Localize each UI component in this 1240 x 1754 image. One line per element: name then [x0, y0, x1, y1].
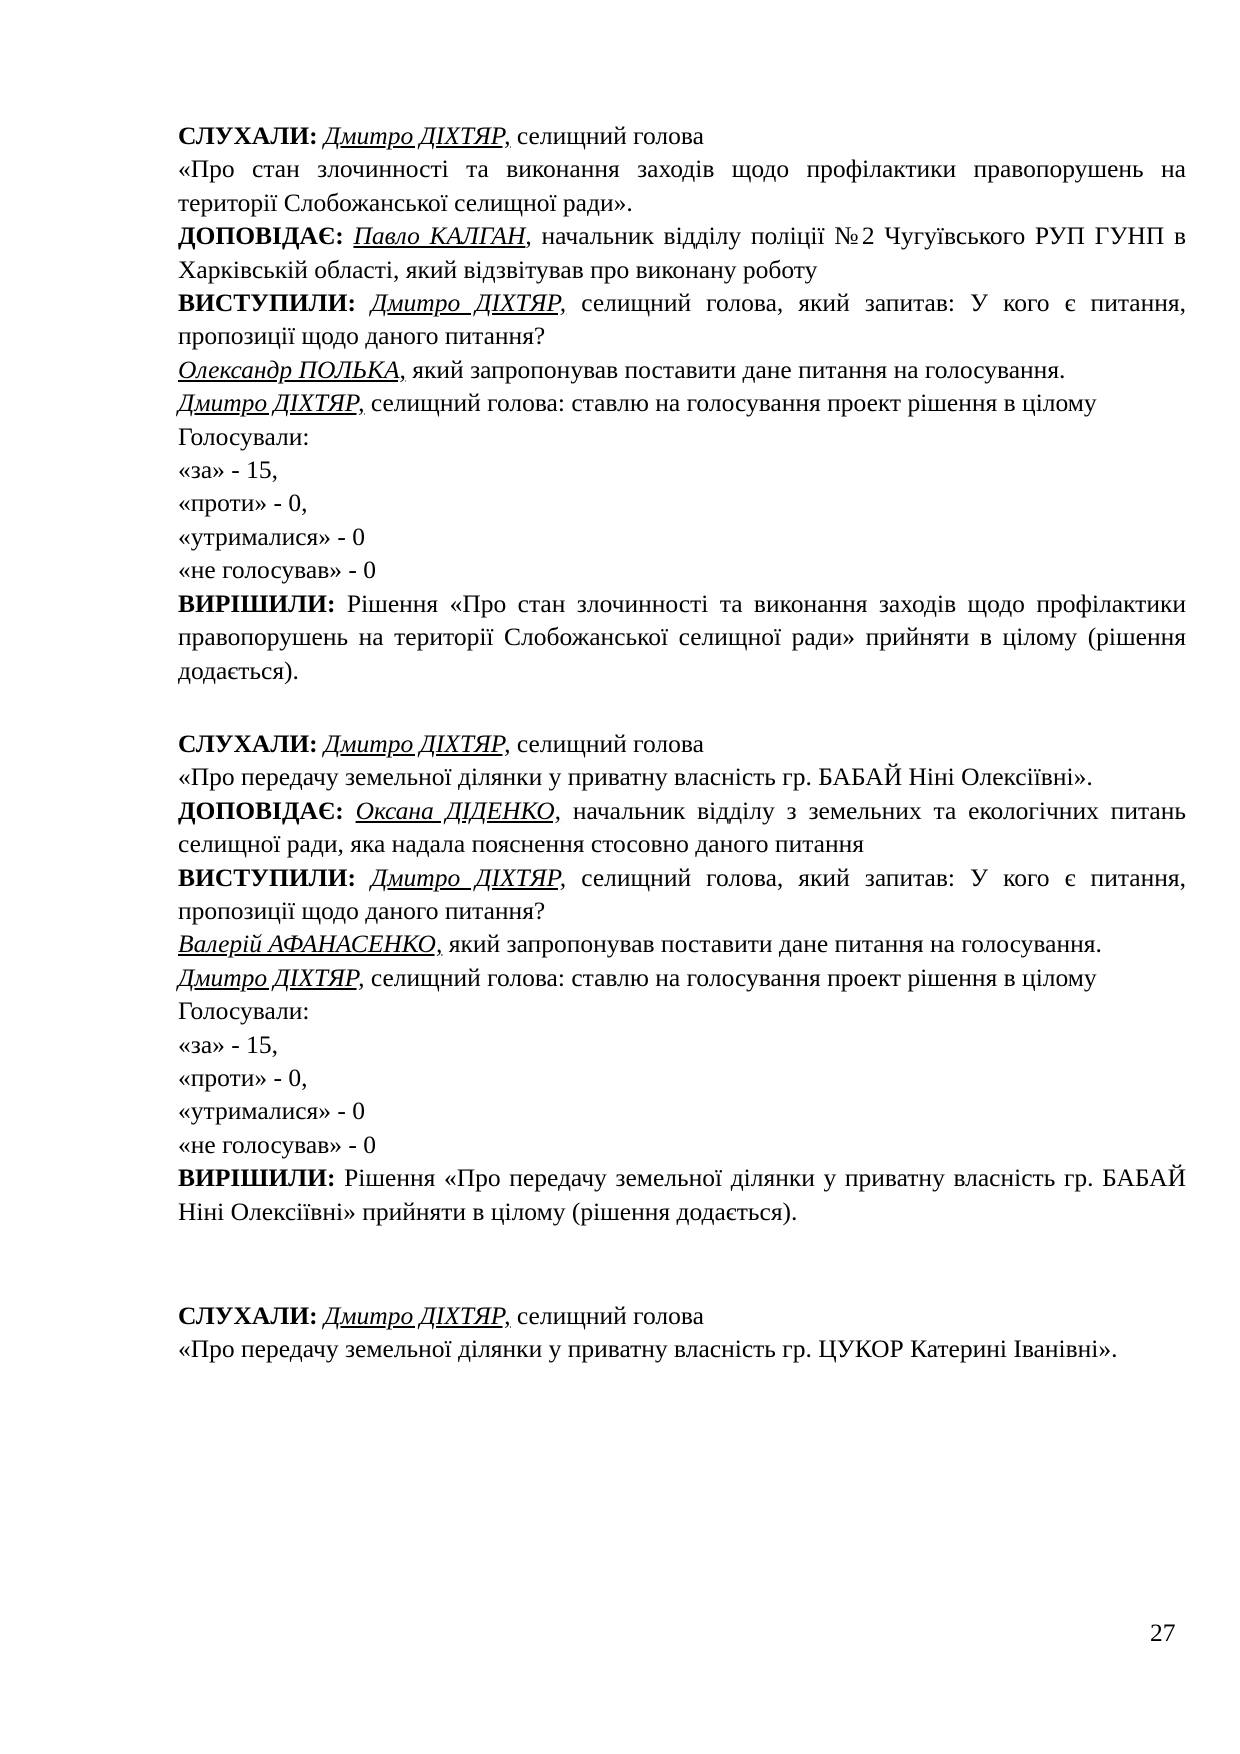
section-spacer	[178, 687, 1186, 727]
vote-against: «проти» - 0,	[178, 488, 308, 518]
vote-for: «за» - 15,	[178, 455, 279, 485]
chair-text: селищний голова: ставлю на голосування проект рішення в цілому	[364, 388, 1097, 418]
reports-label: ДОПОВІДАЄ:	[178, 795, 344, 825]
spoke-line	[178, 861, 1186, 928]
heard-line	[178, 727, 1186, 760]
chair-name: Дмитро ДІХТЯР,	[178, 388, 365, 418]
vote-not-voted: «не голосував» - 0	[178, 555, 376, 585]
decided-line	[178, 587, 1186, 687]
decided-line	[178, 1161, 1186, 1228]
chair-text: селищний голова: ставлю на голосування проект рішення в цілому	[364, 962, 1097, 992]
proposal-line	[178, 927, 1186, 960]
decided-label: ВИРІШИЛИ:	[178, 588, 336, 618]
reporter-name: Оксана ДІДЕНКО,	[355, 795, 562, 825]
vote-against: «проти» - 0,	[178, 1062, 308, 1092]
spoke-line	[178, 286, 1186, 353]
decided-text: Рішення «Про стан злочинності та виконання заходів щодо профілактики правопорушень на території Слобожанської селищної ради» прийняти в цілому (рішення додається).	[178, 588, 1186, 685]
heard-line	[178, 119, 1186, 152]
reporter-name: Павло КАЛГАН	[353, 221, 526, 251]
vote-for: «за» - 15,	[178, 1029, 279, 1059]
speaker-name: Дмитро ДІХТЯР,	[324, 1301, 511, 1330]
spoke-name: Дмитро ДІХТЯР,	[371, 288, 567, 318]
reporter-text: , начальник відділу поліції №2 Чугуївського РУП ГУНП в Харківській області, який відзвітував про виконану роботу	[178, 221, 1186, 284]
vote-not-voted: «не голосував» - 0	[178, 1129, 376, 1159]
agenda-topic: «Про передачу земельної ділянки у приватну власність гр. ЦУКОР Катерині Іванівні».	[178, 1334, 1118, 1364]
reporter-text: начальник відділу з земельних та екологічних питань селищної ради, яка надала пояснення стосовно даного питання	[178, 795, 1187, 859]
spoke-text: селищний голова, який запитав: У кого є питання, пропозиції щодо даного питання?	[178, 288, 1187, 351]
decided-label: ВИРІШИЛИ:	[178, 1163, 336, 1193]
votes-heading: Голосували:	[178, 421, 310, 451]
agenda-item-1	[178, 119, 1186, 687]
spoke-text: селищний голова, який запитав: У кого є питання, пропозиції щодо даного питання?	[178, 862, 1187, 925]
speaker-role: селищний голова	[510, 121, 704, 150]
speaker-role: селищний голова	[510, 1301, 704, 1330]
heard-label: СЛУХАЛИ:	[178, 121, 318, 150]
proposal-text: який запропонував поставити дане питання на голосування.	[442, 929, 1102, 959]
chair-name: Дмитро ДІХТЯР,	[178, 962, 365, 992]
proposer-name: Валерій АФАНАСЕНКО,	[178, 929, 443, 959]
heard-label: СЛУХАЛИ:	[178, 1301, 318, 1330]
spoke-label: ВИСТУПИЛИ:	[178, 862, 356, 892]
agenda-item-2	[178, 727, 1186, 1228]
votes-heading: Голосували:	[178, 996, 310, 1026]
chair-line	[178, 386, 1186, 419]
proposer-name: Олександр ПОЛЬКА,	[178, 354, 406, 384]
agenda-topic: «Про передачу земельної ділянки у приватну власність гр. БАБАЙ Ніні Олексіївні».	[178, 762, 1093, 792]
proposal-text: який запропонував поставити дане питання на голосування.	[405, 354, 1066, 384]
vote-abstained: «утрималися» - 0	[178, 521, 366, 551]
chair-line	[178, 961, 1186, 994]
reports-label: ДОПОВІДАЄ:	[178, 221, 344, 251]
speaker-role: селищний голова	[510, 728, 704, 758]
section-spacer	[178, 1228, 1186, 1299]
page-number: 27	[1150, 1618, 1176, 1647]
spoke-name: Дмитро ДІХТЯР,	[371, 862, 567, 892]
vote-abstained: «утрималися» - 0	[178, 1096, 366, 1126]
decided-text: Рішення «Про передачу земельної ділянки у приватну власність гр. БАБАЙ Ніні Олексіївні» прийняти в цілому (рішення додається).	[178, 1163, 1186, 1226]
speaker-name: Дмитро ДІХТЯР,	[324, 121, 511, 150]
reports-line	[178, 219, 1186, 286]
heard-line	[178, 1299, 1186, 1332]
reports-line	[178, 794, 1186, 861]
agenda-topic: «Про стан злочинності та виконання заходів щодо профілактики правопорушень на території Слобожанської селищної ради».	[178, 154, 1186, 217]
speaker-name: Дмитро ДІХТЯР,	[324, 728, 511, 758]
document-body	[178, 119, 1186, 1366]
spoke-label: ВИСТУПИЛИ:	[178, 288, 356, 318]
heard-label: СЛУХАЛИ:	[178, 728, 318, 758]
agenda-item-3	[178, 1299, 1186, 1366]
proposal-line	[178, 353, 1186, 386]
